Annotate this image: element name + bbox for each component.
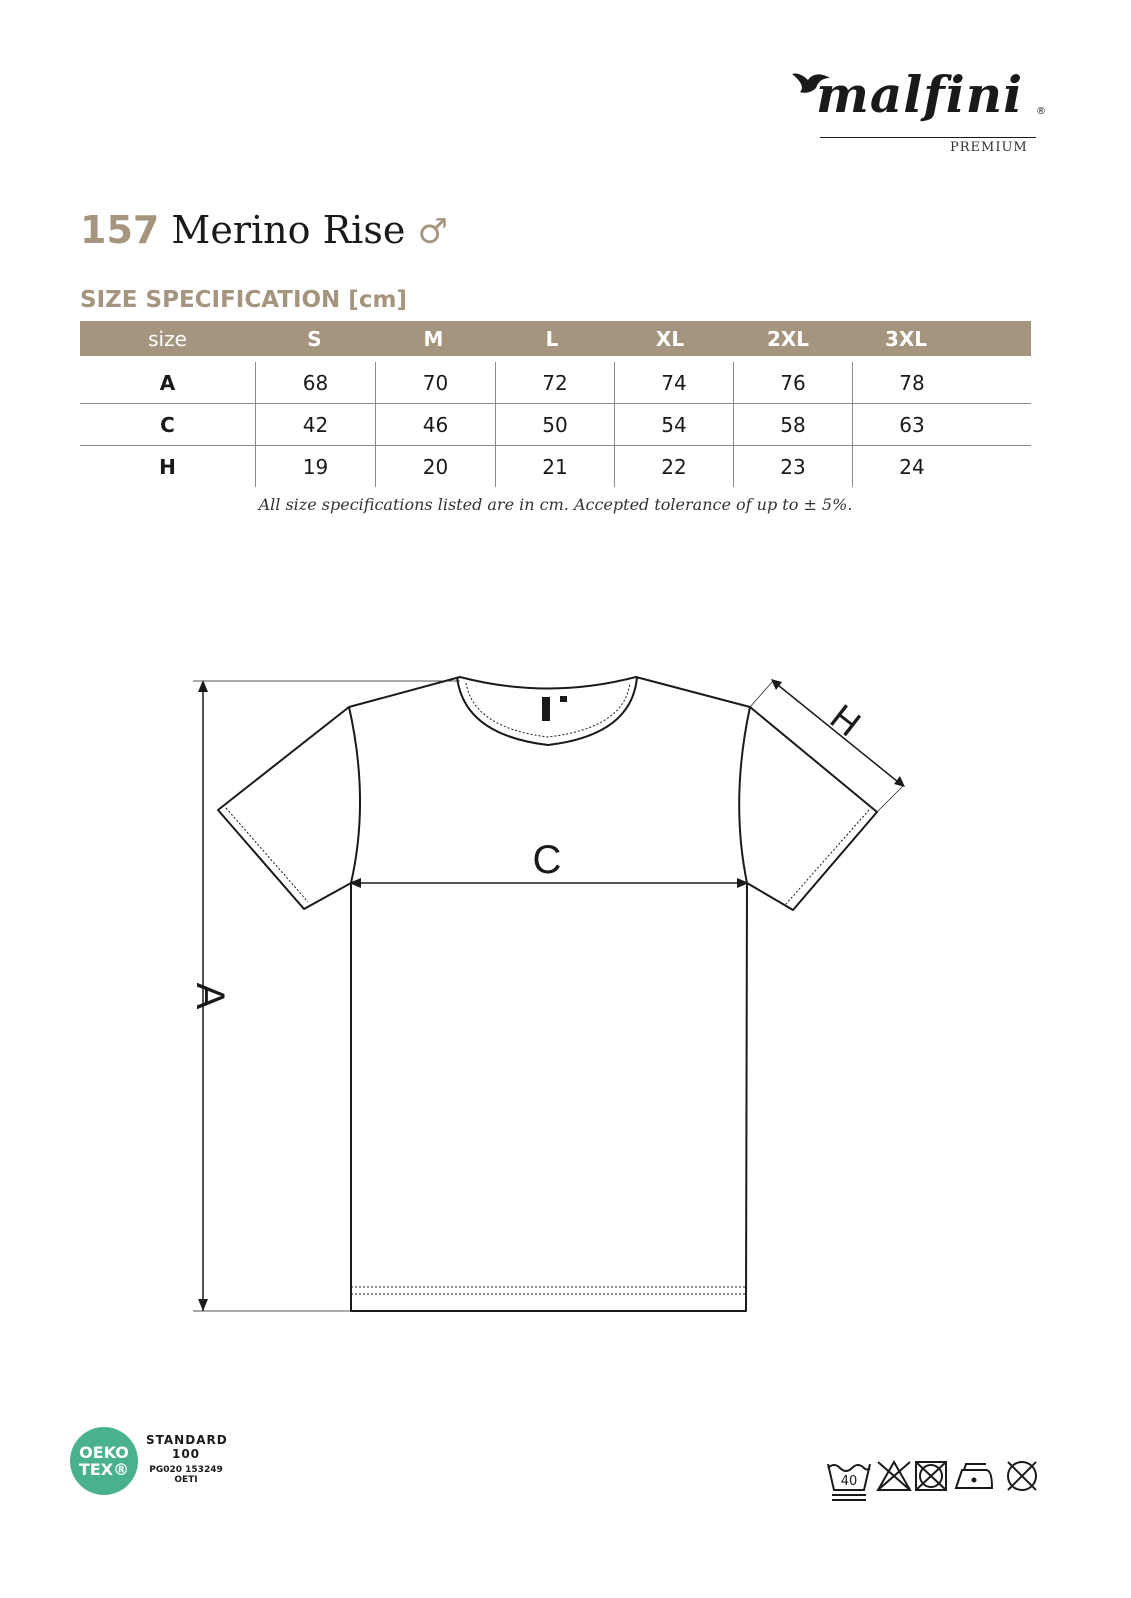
table-row [80, 404, 1031, 446]
row-label: A [159, 370, 176, 395]
table-cell: 58 [733, 404, 852, 445]
table-row [80, 362, 1031, 404]
header-cell: M [423, 326, 444, 351]
table-cell: 68 [255, 362, 375, 403]
no-dry-clean-icon [1008, 1462, 1036, 1490]
certificate-institute: OETI [174, 1475, 198, 1485]
label-a: A [188, 982, 232, 1010]
table-cell: 63 [852, 404, 971, 445]
tshirt-measurement-diagram [150, 650, 930, 1330]
header-cell: S [307, 326, 322, 351]
standard-info [146, 1433, 226, 1485]
table-cell: 50 [495, 404, 614, 445]
section-heading: SIZE SPECIFICATION [cm] [80, 287, 407, 313]
product-name: Merino Rise [171, 208, 406, 252]
label-c: C [532, 838, 562, 882]
product-title [80, 208, 448, 254]
header-cell: L [545, 326, 559, 351]
oeko-text: OEKO [79, 1443, 129, 1462]
brand-logo [790, 66, 1060, 166]
table-cell: 19 [255, 446, 375, 487]
table-header [80, 321, 1031, 356]
table-cell: 42 [255, 404, 375, 445]
tshirt-outline [218, 677, 877, 1311]
header-cell: 3XL [884, 326, 928, 351]
certificate-code: PG020 153249 [149, 1465, 223, 1475]
table-cell: 72 [495, 362, 614, 403]
logo-underline [820, 137, 1036, 138]
care-symbols [826, 1458, 1046, 1508]
standard-label: STANDARD [146, 1433, 228, 1447]
row-label: H [159, 454, 176, 479]
brand-wordmark: malfini [816, 65, 1024, 124]
header-cell: XL [655, 326, 685, 351]
no-bleach-icon [878, 1462, 910, 1490]
table-cell: 78 [852, 362, 971, 403]
table-cell: 76 [733, 362, 852, 403]
male-symbol-icon: ♂ [417, 212, 448, 252]
standard-number: 100 [171, 1447, 201, 1461]
table-cell: 21 [495, 446, 614, 487]
size-table [80, 321, 1031, 487]
table-cell: 24 [852, 446, 971, 487]
tolerance-note: All size specifications listed are in cm. Accepted tolerance of up to ± 5%. [258, 495, 853, 514]
header-cell: size [148, 326, 187, 351]
table-cell: 74 [614, 362, 733, 403]
table-row [80, 446, 1031, 487]
oeko-tex-badge [70, 1427, 138, 1495]
table-cell: 54 [614, 404, 733, 445]
row-label: C [160, 412, 175, 437]
table-cell: 23 [733, 446, 852, 487]
registered-mark: ® [1036, 106, 1046, 117]
table-cell: 46 [375, 404, 495, 445]
table-cell: 70 [375, 362, 495, 403]
no-tumble-dry-icon [916, 1462, 946, 1490]
iron-low-icon [956, 1464, 992, 1488]
header-cell: 2XL [766, 326, 810, 351]
table-cell: 20 [375, 446, 495, 487]
table-cell: 22 [614, 446, 733, 487]
brand-subline: PREMIUM [950, 140, 1028, 155]
label-h: H [822, 695, 869, 745]
wash-temperature: 40 [840, 1474, 858, 1489]
tex-text: TEX® [78, 1460, 130, 1479]
wash-40-icon [828, 1464, 870, 1500]
product-number: 157 [80, 208, 160, 252]
